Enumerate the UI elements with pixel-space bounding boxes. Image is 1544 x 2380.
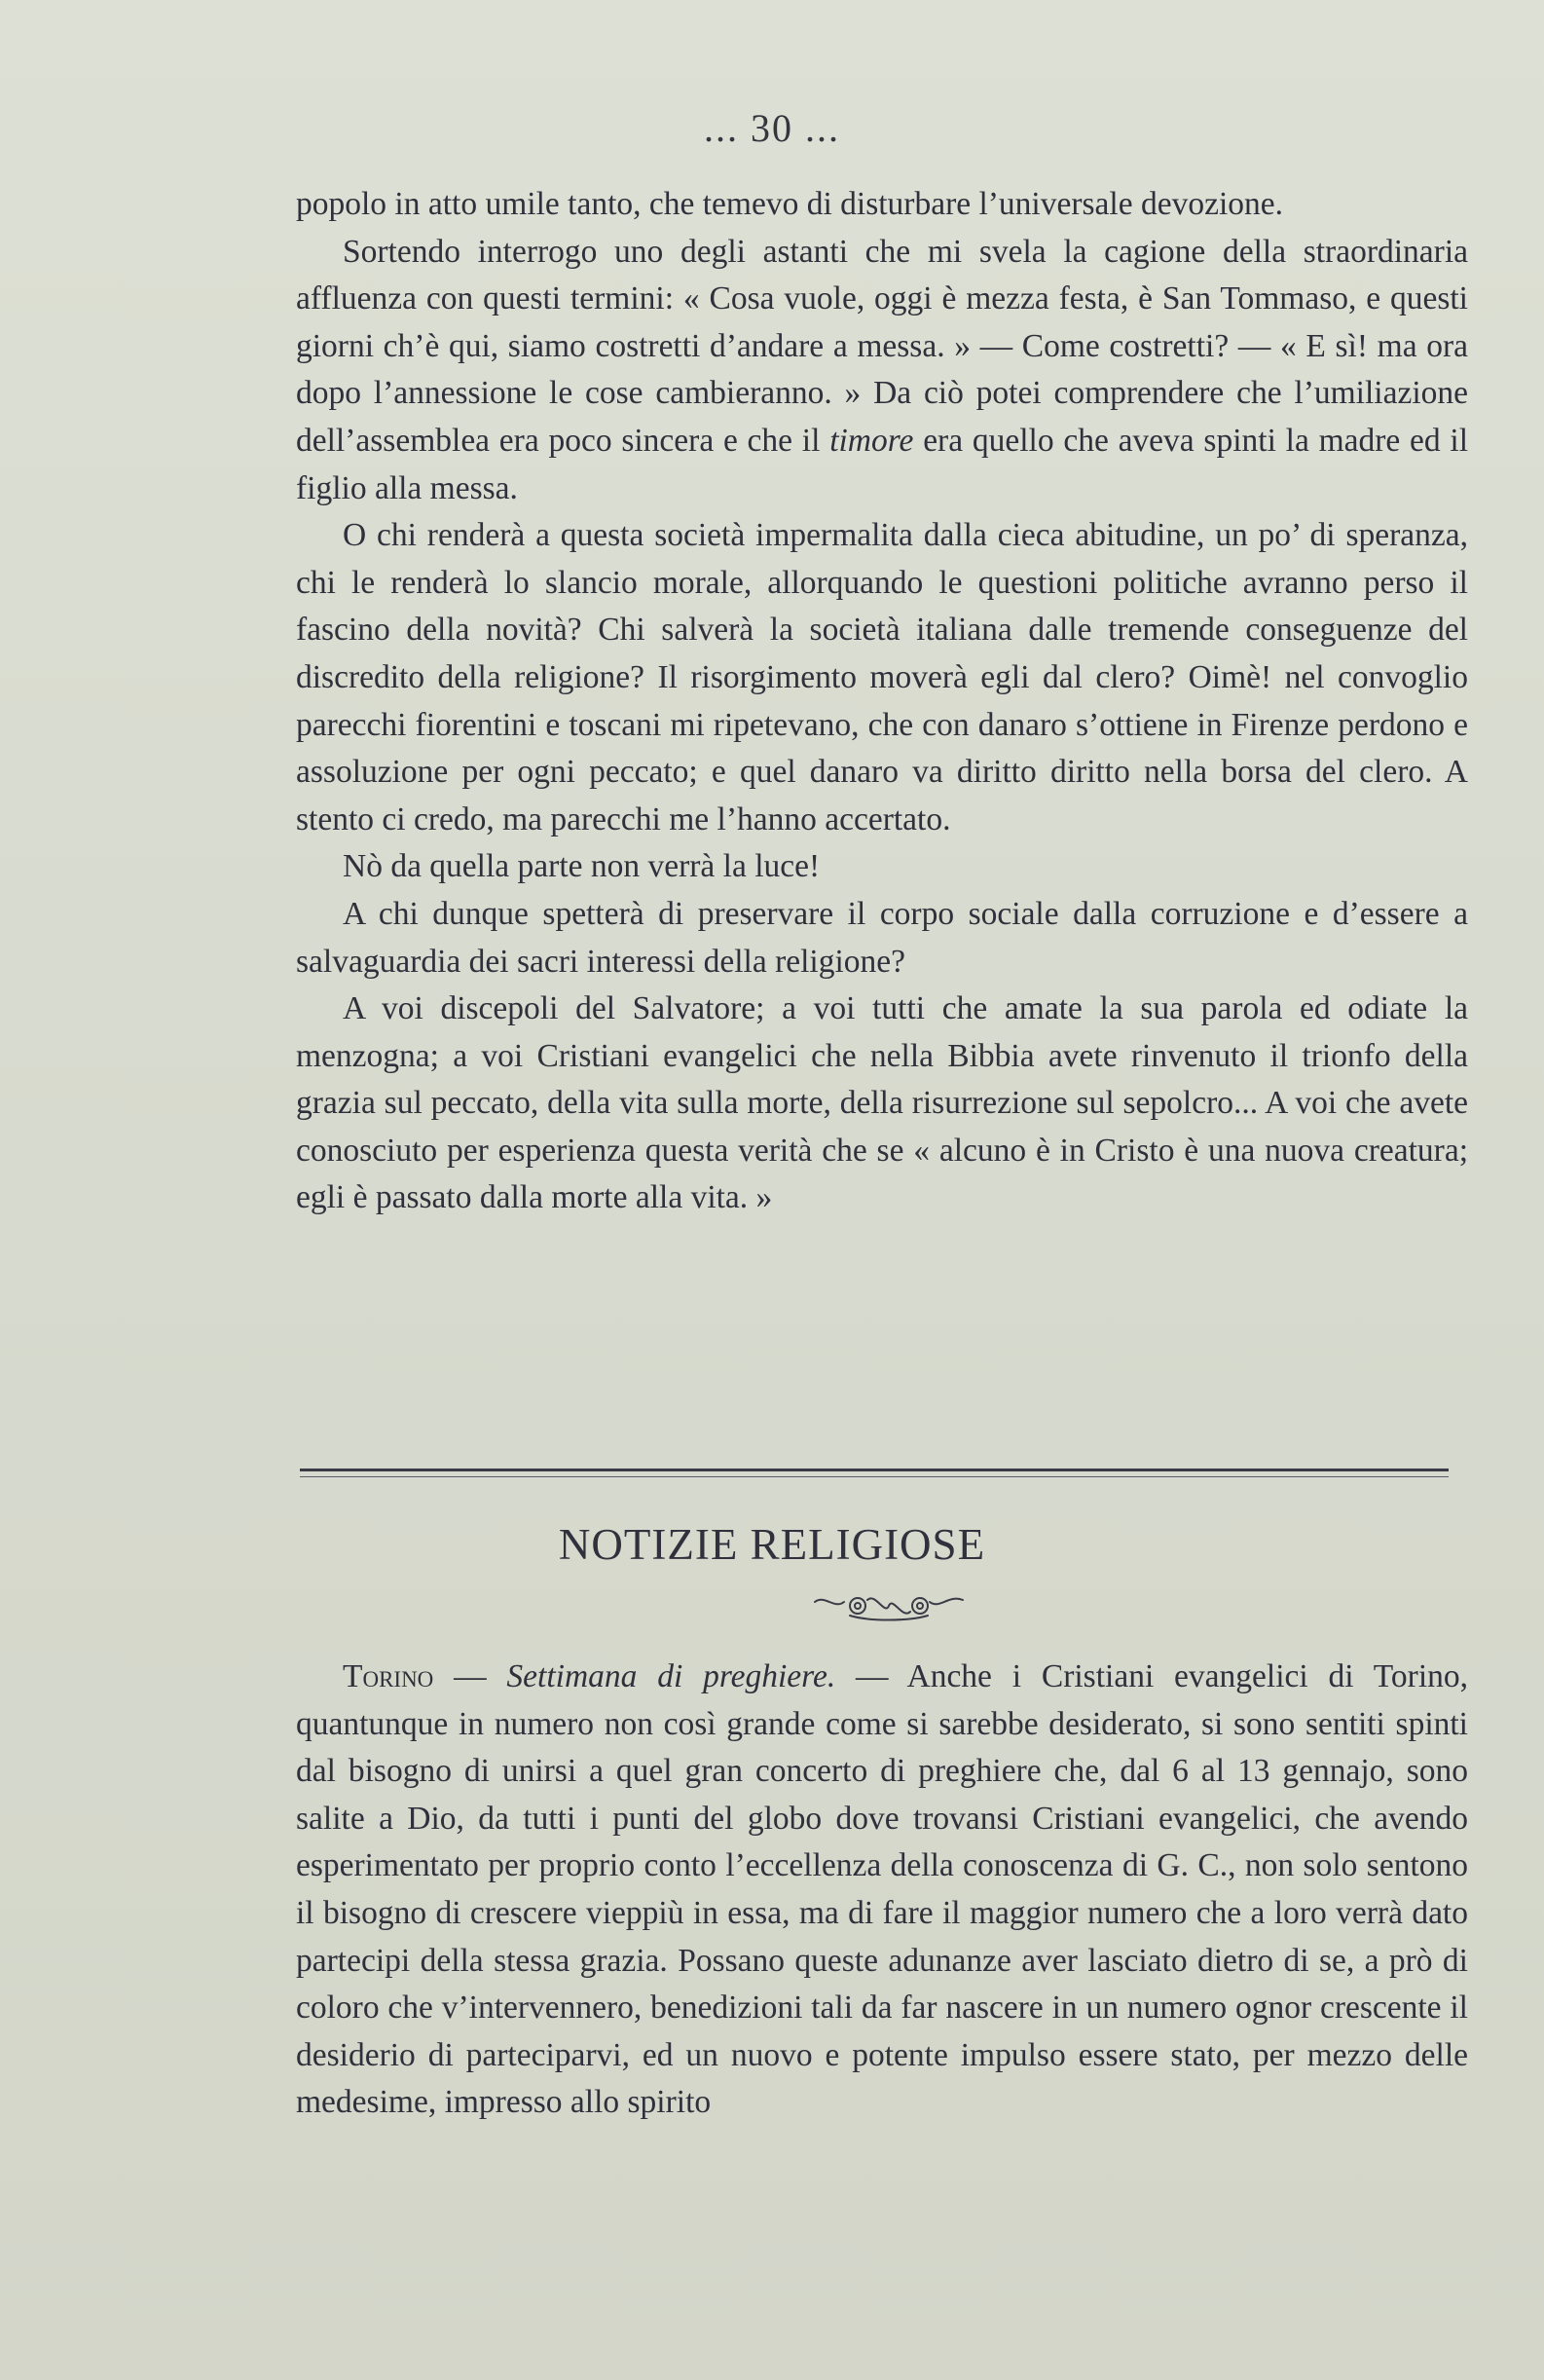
- place-name: Torino: [343, 1658, 434, 1694]
- paragraph-3: O chi renderà a questa società impermalita dalla cieca abitudine, un po’ di speranza, chi le renderà lo slancio morale, allorquando le questioni politiche avranno perso il fascino della novità? Chi salverà la società italiana dalle tremende conseguenze del discredito della religione? Il risorgimento moverà egli dal clero? Oimè! nel convoglio parecchi fiorentini e toscani mi ripetevano, che con danaro s’ottiene in Firenze perdono e assoluzione per ogni peccato; e quel danaro va diritto diritto nella borsa del clero. A stento ci credo, ma parecchi me l’hanno accertato.: [296, 517, 1468, 837]
- paragraph-5: A chi dunque spetterà di preservare il corpo sociale dalla corruzione e d’essere a salvaguardia dei sacri interessi della religione?: [296, 895, 1468, 980]
- section-heading: NOTIZIE RELIGIOSE: [558, 1520, 986, 1569]
- paragraph-2: [296, 229, 1468, 513]
- paragraph-2-text: Sortendo interrogo uno degli astanti che mi svela la cagione della straordinaria affluenza con questi termini: « Cosa vuole, oggi è mezza festa, è San Tommaso, e questi giorni ch’è qui, siamo costretti d’andare a messa. » — Come costretti? — « E sì! ma ora dopo l’annessione le cose cambieranno. » Da ciò potei comprendere che l’umiliazione dell’assemblea era poco sincera e che il: [296, 233, 1468, 459]
- paragraph-2-end: era quello che aveva spinti la madre ed il figlio alla messa.: [296, 422, 1469, 506]
- paragraph-4: Nò da quella parte non verrà la luce!: [343, 848, 821, 885]
- dash: —: [433, 1658, 507, 1694]
- religious-news: [296, 1654, 1468, 2127]
- article-continuation: [296, 181, 1468, 1222]
- dash: —: [835, 1658, 907, 1694]
- news-body: Anche i Cristiani evangelici di Torino, quantunque in numero non così grande come si sarebbe desiderato, si sono sentiti spinti dal bisogno di unirsi a quel gran concerto di preghiere che, dal 6 al 13 gennajo, sono salite a Dio, da tutti i punti del globo dove trovansi Cristiani evangelici, che avendo esperimentato per proprio conto l’eccellenza della conoscenza di G. C., non solo sentono il bisogno di crescere vieppiù in essa, ma di fare il maggior numero che a loro verrà dato partecipi della stessa grazia. Possano queste adunanze aver lasciato dietro di se, a prò di coloro che v’intervennero, benedizioni tali da far nascere in un numero ognor crescente il desiderio di parteciparvi, ed un nuovo e potente impulso essere stato, per mezzo delle medesime, impresso allo spirito: [296, 1658, 1468, 2121]
- news-paragraph: [296, 1654, 1468, 2127]
- paragraph-6: A voi discepoli del Salvatore; a voi tutti che amate la sua parola ed odiate la menzogna; a voi Cristiani evangelici che nella Bibbia avete rinvenuto il trionfo della grazia sul peccato, della vita sulla morte, della risurrezione sul sepolcro... A voi che avete conosciuto per esperienza questa verità che se « alcuno è in Cristo è una nuova creatura; egli è passato dalla morte alla vita. »: [296, 990, 1468, 1216]
- italic-word: timore: [829, 422, 914, 459]
- page-number: ... 30 ...: [704, 106, 840, 150]
- ornament-icon: [811, 1588, 967, 1627]
- section-divider-thin: [300, 1476, 1449, 1477]
- section-divider: [300, 1469, 1449, 1471]
- news-subtitle: Settimana di preghiere.: [506, 1658, 836, 1694]
- paragraph-1: popolo in atto umile tanto, che temevo di disturbare l’universale devozione.: [296, 186, 1284, 222]
